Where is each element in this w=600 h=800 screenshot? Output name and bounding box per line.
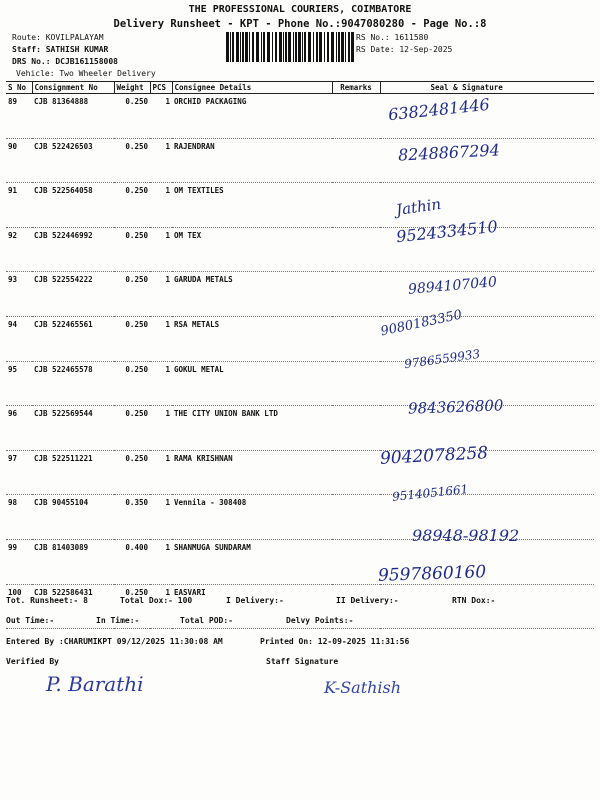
row-pcs: 1 (150, 361, 172, 406)
barcode-bar (230, 32, 231, 62)
handwritten-signature: 6382481446 (387, 94, 491, 125)
row-remarks (332, 94, 380, 139)
row-sno: 92 (6, 227, 32, 272)
company-title: THE PROFESSIONAL COURIERS, COIMBATORE (188, 4, 412, 15)
barcode-bar (288, 32, 291, 62)
table-row (6, 138, 594, 183)
staff-row (12, 45, 108, 54)
barcode-bar (267, 32, 270, 62)
barcode-bar (261, 32, 262, 62)
staff-signature-label: Staff Signature (266, 657, 339, 666)
row-consignee: GARUDA METALS (172, 272, 332, 317)
verifier-signature: P. Barathi (46, 672, 144, 696)
row-sno: 94 (6, 316, 32, 361)
row-signature-cell (380, 584, 594, 629)
row-remarks (332, 495, 380, 540)
row-remarks (332, 406, 380, 451)
row-consignment: CJB 90455104 (32, 495, 114, 540)
row-sno: 96 (6, 406, 32, 451)
row-consignment: CJB 522465561 (32, 316, 114, 361)
drs-value: DCJB161158008 (55, 57, 118, 66)
delvy-points: Delvy Points:- (286, 616, 354, 625)
barcode-bar (316, 32, 318, 62)
row-consignee: GOKUL METAL (172, 361, 332, 406)
barcode-bar (283, 32, 284, 62)
barcode-bar (275, 32, 277, 62)
row-remarks (332, 183, 380, 228)
row-consignment: CJB 522426503 (32, 138, 114, 183)
rs-date-value: 12-Sep-2025 (399, 45, 453, 54)
row-remarks (332, 450, 380, 495)
row-sno: 97 (6, 450, 32, 495)
row-consignment: CJB 522465578 (32, 361, 114, 406)
row-sno: 93 (6, 272, 32, 317)
table-row (6, 272, 594, 317)
row-weight: 0.250 (114, 584, 150, 629)
row-sno: 100 (6, 584, 32, 629)
row-pcs: 1 (150, 227, 172, 272)
col-weight: Weight (114, 82, 150, 94)
col-pcs: PCS (150, 82, 172, 94)
i-delivery: I Delivery:- (226, 596, 284, 605)
barcode-bar (242, 32, 244, 62)
barcode-bar (348, 32, 350, 62)
row-pcs: 1 (150, 272, 172, 317)
table-row (6, 539, 594, 584)
rs-no-row (356, 33, 428, 42)
vehicle-value: Two Wheeler Delivery (59, 69, 156, 78)
row-weight: 0.250 (114, 450, 150, 495)
row-remarks (332, 316, 380, 361)
row-consignment: CJB 522586431 (32, 584, 114, 629)
row-consignment: CJB 522511221 (32, 450, 114, 495)
col-sno: S No (6, 82, 32, 94)
barcode-bar (313, 32, 314, 62)
row-consignment: CJB 522446992 (32, 227, 114, 272)
table-row (6, 94, 594, 139)
row-consignee: RAMA KRISHNAN (172, 450, 332, 495)
table-row (6, 183, 594, 228)
row-weight: 0.250 (114, 227, 150, 272)
row-sno: 95 (6, 361, 32, 406)
handwritten-signature: 9042078258 (379, 443, 489, 469)
rs-date-label: RS Date: (356, 45, 395, 54)
rs-no-value: 1611580 (394, 33, 429, 42)
row-remarks (332, 227, 380, 272)
row-weight: 0.250 (114, 406, 150, 451)
row-remarks (332, 138, 380, 183)
row-consignee: OM TEXTILES (172, 183, 332, 228)
barcode-bar (236, 32, 239, 62)
handwritten-signature: 9894107040 (407, 274, 498, 298)
row-consignment: CJB 522569544 (32, 406, 114, 451)
row-consignment: CJB 522564058 (32, 183, 114, 228)
barcode-bar (338, 32, 340, 62)
row-consignee: RAJENDRAN (172, 138, 332, 183)
row-consignee: THE CITY UNION BANK LTD (172, 406, 332, 451)
row-consignment: CJB 81403089 (32, 539, 114, 584)
drs-label: DRS No.: (12, 57, 51, 66)
row-consignment: CJB 522554222 (32, 272, 114, 317)
barcode-bar (232, 32, 234, 62)
row-sno: 90 (6, 138, 32, 183)
row-consignee: ORCHID PACKAGING (172, 94, 332, 139)
table-row (6, 316, 594, 361)
barcode-bar (304, 32, 306, 62)
barcode-bar (351, 32, 354, 62)
row-weight: 0.250 (114, 94, 150, 139)
rtn-dox: RTN Dox:- (452, 596, 496, 605)
row-pcs: 1 (150, 450, 172, 495)
col-consignment: Consignment No (32, 82, 114, 94)
barcode-bar (249, 32, 250, 62)
barcode-bar (279, 32, 282, 62)
row-pcs: 1 (150, 94, 172, 139)
ii-delivery: II Delivery:- (336, 596, 399, 605)
row-remarks (332, 272, 380, 317)
row-weight: 0.250 (114, 138, 150, 183)
handwritten-signature: 9080183350 (379, 307, 464, 340)
row-weight: 0.250 (114, 183, 150, 228)
row-pcs: 1 (150, 495, 172, 540)
table-header-row (6, 82, 594, 94)
row-consignee: RSA METALS (172, 316, 332, 361)
route-row (12, 33, 104, 42)
route-label: Route: (12, 33, 41, 42)
barcode-bar (263, 32, 265, 62)
rs-date-row (356, 45, 452, 54)
row-sno: 89 (6, 94, 32, 139)
barcode-bar (327, 32, 329, 62)
barcode-bar (295, 32, 297, 62)
barcode-bar (308, 32, 311, 62)
handwritten-signature: 98948-98192 (412, 526, 520, 545)
table-row (6, 450, 594, 495)
handwritten-signature: 9524334510 (395, 216, 499, 247)
handwritten-signature: 9597860160 (377, 562, 487, 586)
runsheet-table (6, 81, 594, 629)
barcode-bar (256, 32, 259, 62)
row-sno: 98 (6, 495, 32, 540)
barcode-bar (245, 32, 248, 62)
barcode-bar (302, 32, 303, 62)
vehicle-row (16, 69, 156, 78)
barcode-bar (252, 32, 254, 62)
table-row (6, 361, 594, 406)
table-row (6, 406, 594, 451)
row-consignee: EASVARI (172, 584, 332, 629)
barcode-bar (331, 32, 334, 62)
col-seal-signature: Seal & Signature (380, 82, 594, 94)
tot-runsheet: Tot. Runsheet:- 8 (6, 596, 88, 605)
row-consignee: OM TEX (172, 227, 332, 272)
row-weight: 0.400 (114, 539, 150, 584)
barcode-bar (293, 32, 294, 62)
handwritten-signature: 9786559933 (403, 346, 481, 372)
row-pcs: 1 (150, 539, 172, 584)
staff-label: Staff: (12, 45, 41, 54)
row-pcs: 1 (150, 584, 172, 629)
handwritten-signature: 9514051661 (391, 482, 469, 504)
row-pcs: 1 (150, 406, 172, 451)
entered-by: Entered By :CHARUMIKPT 09/12/2025 11:30:08 AM (6, 637, 223, 646)
table-row (6, 227, 594, 272)
row-remarks (332, 539, 380, 584)
row-pcs: 1 (150, 183, 172, 228)
row-remarks (332, 361, 380, 406)
row-sno: 99 (6, 539, 32, 584)
row-consignee: SHANMUGA SUNDARAM (172, 539, 332, 584)
barcode-bar (226, 32, 229, 62)
row-sno: 91 (6, 183, 32, 228)
col-remarks: Remarks (332, 82, 380, 94)
total-pod: Total POD:- (180, 616, 233, 625)
barcode-bar (298, 32, 301, 62)
vehicle-label: Vehicle: (16, 69, 55, 78)
staff-signature: K-Sathish (324, 678, 402, 697)
row-consignment: CJB 81364888 (32, 94, 114, 139)
barcode-bar (319, 32, 322, 62)
total-dox: Total Dox:- 100 (120, 596, 193, 605)
row-pcs: 1 (150, 316, 172, 361)
row-weight: 0.250 (114, 272, 150, 317)
row-weight: 0.250 (114, 316, 150, 361)
out-time: Out Time:- (6, 616, 55, 625)
barcode-bar (285, 32, 287, 62)
col-consignee: Consignee Details (172, 82, 332, 94)
barcode-bar (341, 32, 344, 62)
barcode-image (226, 32, 354, 62)
staff-value: SATHISH KUMAR (45, 45, 109, 54)
barcode-bar (324, 32, 325, 62)
row-weight: 0.250 (114, 361, 150, 406)
row-weight: 0.350 (114, 495, 150, 540)
handwritten-signature: Jathin (394, 194, 443, 220)
handwritten-signature: 8248867294 (397, 140, 501, 165)
row-consignee: Vennila - 308408 (172, 495, 332, 540)
barcode-bar (272, 32, 273, 62)
verified-by-label: Verified By (6, 657, 59, 666)
route-value: KOVILPALAYAM (45, 33, 104, 42)
barcode-bar (345, 32, 346, 62)
runsheet-title: Delivery Runsheet - KPT - Phone No.:9047080280 - Page No.:8 (113, 18, 487, 30)
rs-no-label: RS No.: (356, 33, 390, 42)
barcode-bar (240, 32, 241, 62)
handwritten-signature: 9843626800 (407, 396, 504, 418)
in-time: In Time:- (96, 616, 140, 625)
printed-on: Printed On: 12-09-2025 11:31:56 (260, 637, 410, 646)
row-pcs: 1 (150, 138, 172, 183)
drs-row (12, 57, 118, 66)
barcode-bar (336, 32, 337, 62)
